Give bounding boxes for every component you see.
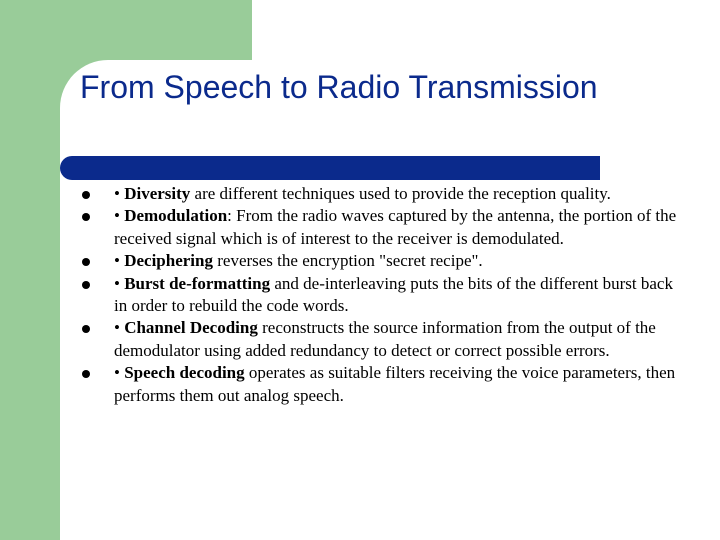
- bullet-dot-icon: [82, 370, 90, 378]
- bullet-item-diversity: [80, 183, 690, 205]
- bullet-text: are different techniques used to provide the reception quality.: [190, 184, 611, 203]
- slide-title: From Speech to Radio Transmission: [80, 69, 598, 105]
- bullet-term: Deciphering: [124, 251, 213, 271]
- bullet-text: and de-interleaving puts the bits of the different burst back in order to rebuild the code words.: [114, 273, 673, 316]
- bullet-term: Burst de-formatting: [124, 273, 271, 293]
- bullet-text: reverses the encryption "secret recipe".: [212, 251, 483, 271]
- bullet-dot-icon: [82, 281, 90, 289]
- bullet-prefix: •: [114, 206, 125, 226]
- bullet-text: operates as suitable filters receiving the voice parameters, then performs them out analog speech.: [114, 363, 676, 405]
- bullet-prefix: •: [114, 273, 125, 293]
- bullet-prefix: •: [114, 184, 125, 203]
- bullet-text: reconstructs the source information from the output of the demodulator using added redundancy to detect or correct possible errors.: [114, 318, 656, 360]
- bullet-prefix: •: [114, 363, 125, 383]
- bullet-term: Speech decoding: [124, 363, 245, 383]
- bullet-dot-icon: [82, 325, 90, 333]
- bullet-dot-icon: [82, 213, 90, 221]
- bullet-dot-icon: [82, 258, 90, 266]
- bullet-text: : From the radio waves captured by the antenna, the portion of the received signal which is of interest to the receiver is demodulated.: [114, 206, 677, 248]
- bullet-dot-icon: [82, 191, 90, 199]
- bullet-item-burst-deformatting: [80, 273, 690, 318]
- bullet-item-deciphering: [80, 250, 690, 272]
- bullet-item-channel-decoding: [80, 317, 690, 362]
- bullet-item-demodulation: [80, 205, 690, 250]
- bullet-term: Channel Decoding: [124, 318, 258, 338]
- bullet-prefix: •: [114, 318, 125, 338]
- bullet-term: Diversity: [124, 184, 191, 203]
- bullet-item-speech-decoding: [80, 362, 690, 407]
- bullet-term: Demodulation: [124, 206, 228, 226]
- bullet-list: [80, 183, 690, 407]
- title-underline-bar: [60, 156, 600, 180]
- bullet-prefix: •: [114, 251, 125, 271]
